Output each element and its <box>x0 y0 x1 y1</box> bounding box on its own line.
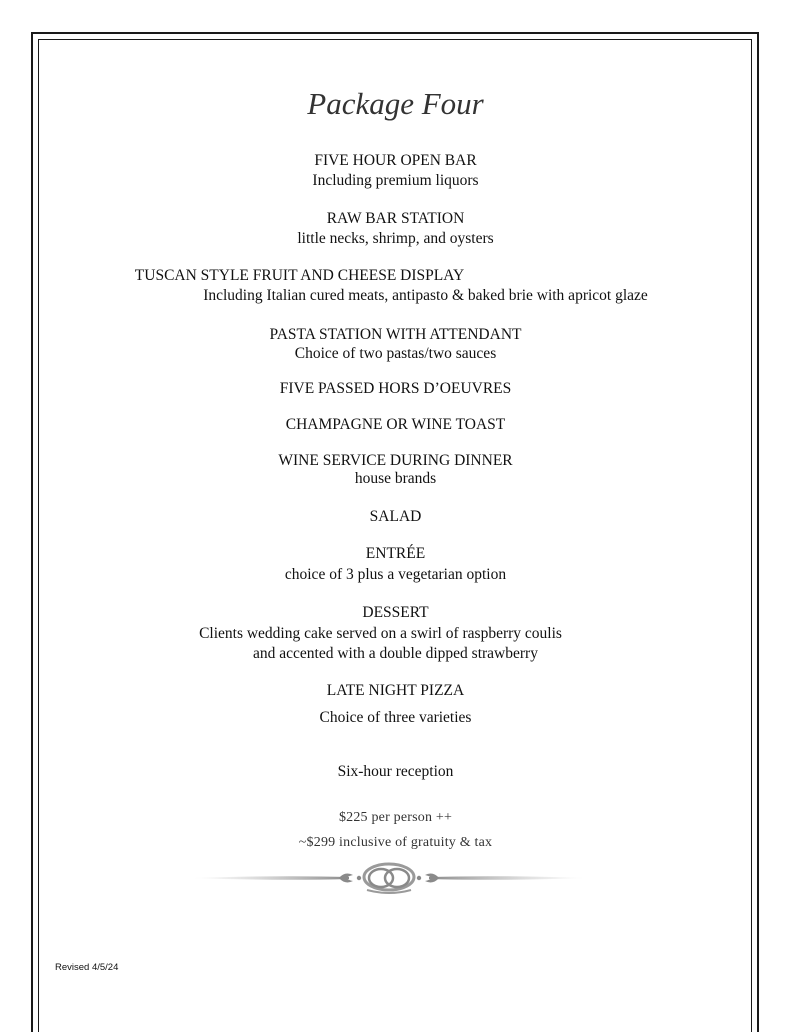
dessert-heading: DESSERT <box>362 604 429 621</box>
price-inclusive: ~$299 inclusive of gratuity & tax <box>298 835 493 850</box>
price-per-person: $225 per person ++ <box>338 810 453 825</box>
open-bar-detail: Including premium liquors <box>312 172 479 189</box>
late-night-pizza-heading: LATE NIGHT PIZZA <box>326 682 465 699</box>
revised-date: Revised 4/5/24 <box>55 962 119 973</box>
raw-bar-heading: RAW BAR STATION <box>326 210 465 227</box>
raw-bar-detail: little necks, shrimp, and oysters <box>297 230 494 247</box>
wine-service-heading: WINE SERVICE DURING DINNER <box>278 452 513 469</box>
tuscan-display-heading: TUSCAN STYLE FRUIT AND CHEESE DISPLAY <box>134 267 465 284</box>
entree-detail: choice of 3 plus a vegetarian option <box>284 566 507 583</box>
pasta-station-heading: PASTA STATION WITH ATTENDANT <box>269 326 522 343</box>
wine-service-detail: house brands <box>354 470 437 487</box>
toast-heading: CHAMPAGNE OR WINE TOAST <box>285 416 506 433</box>
late-night-pizza-detail: Choice of three varieties <box>319 709 472 726</box>
tuscan-display-detail: Including Italian cured meats, antipasto & baked brie with apricot glaze <box>203 287 648 304</box>
open-bar-heading: FIVE HOUR OPEN BAR <box>314 152 477 169</box>
salad-heading: SALAD <box>369 508 422 525</box>
dessert-detail-2: and accented with a double dipped strawberry <box>253 645 538 662</box>
dessert-detail-1: Clients wedding cake served on a swirl of raspberry coulis <box>199 625 562 642</box>
flourish-divider-icon <box>189 858 589 896</box>
hors-doeuvres-heading: FIVE PASSED HORS D’OEUVRES <box>279 380 512 397</box>
pasta-station-detail: Choice of two pastas/two sauces <box>294 345 497 362</box>
entree-heading: ENTRÉE <box>365 545 426 562</box>
package-title: Package Four <box>307 86 484 121</box>
reception-duration: Six-hour reception <box>337 763 454 780</box>
